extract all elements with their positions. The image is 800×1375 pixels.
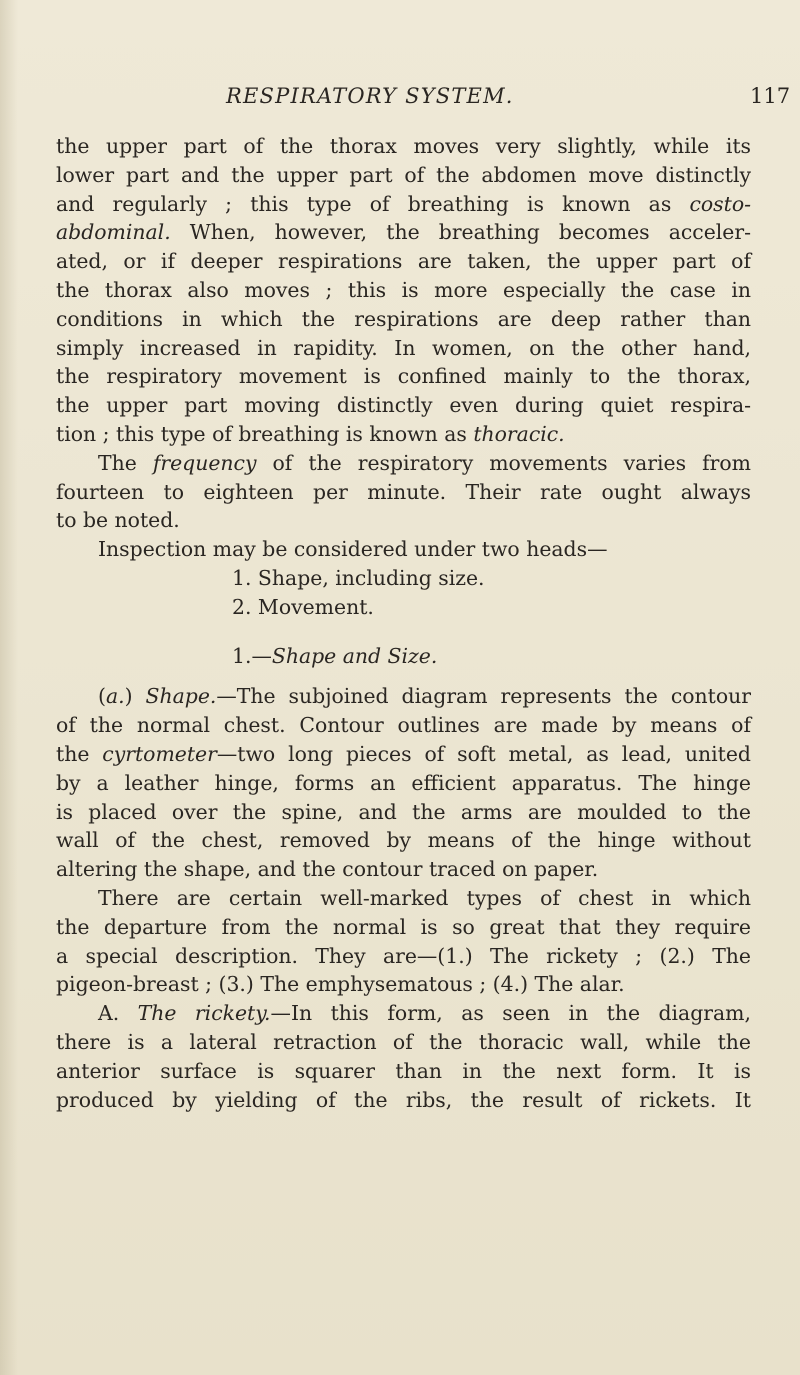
text-line: there is a lateral retraction of the thoracic wall, while the (56, 1029, 751, 1054)
text-line: is placed over the spine, and the arms are moulded to the (56, 799, 751, 824)
text-line: by a leather hinge, forms an efficient apparatus. The hinge (56, 770, 751, 795)
text-line: There are certain well-marked types of chest in which (98, 885, 751, 910)
text-line: abdominal. When, however, the breathing becomes acceler- (56, 220, 751, 245)
list-item: 1. Shape, including size. (232, 565, 485, 590)
text-line: to be noted. (56, 508, 180, 533)
list-item: 2. Movement. (232, 594, 374, 619)
text-line: simply increased in rapidity. In women, on the other hand, (56, 335, 751, 360)
text-line: the departure from the normal is so great that they require (56, 914, 751, 939)
text-line: lower part and the upper part of the abdomen move distinctly (56, 162, 751, 187)
text-line: wall of the chest, removed by means of the hinge without (56, 828, 751, 853)
text-line: Inspection may be considered under two heads— (98, 537, 608, 562)
text-line: anterior surface is squarer than in the next form. It is (56, 1058, 751, 1083)
term-costo-abdominal: costo- (689, 191, 751, 216)
section-heading: 1.—Shape and Size. (232, 643, 438, 668)
term-cyrtometer: cyrtometer (102, 741, 217, 766)
text-line: a special description. They are—(1.) The rickety ; (2.) The (56, 943, 751, 968)
page-number: 117 (750, 84, 791, 108)
running-head: RESPIRATORY SYSTEM. (226, 84, 514, 108)
text-line: conditions in which the respirations are deep rather than (56, 306, 751, 331)
text-line: the cyrtometer—two long pieces of soft metal, as lead, united (56, 741, 751, 766)
text-line: the respiratory movement is confined mainly to the thorax, (56, 364, 751, 389)
text-line: and regularly ; this type of breathing is known as costo- (56, 191, 751, 216)
text-line: altering the shape, and the contour traced on paper. (56, 857, 599, 882)
term-shape: Shape. (145, 684, 217, 709)
text-line: of the normal chest. Contour outlines are made by means of (56, 713, 751, 738)
text-line: The frequency of the respiratory movements varies from (98, 450, 751, 475)
text-line: tion ; this type of breathing is known as thoracic. (56, 421, 565, 446)
text-line: ated, or if deeper respirations are taken, the upper part of (56, 249, 751, 274)
text-line: A. The rickety.—In this form, as seen in the diagram, (98, 1001, 751, 1026)
text-line: (a.) Shape.—The subjoined diagram represents the contour (98, 684, 751, 709)
text-line: pigeon-breast ; (3.) The emphysematous ; (4.) The alar. (56, 972, 625, 997)
text-line: produced by yielding of the ribs, the result of rickets. It (56, 1087, 751, 1112)
term-thoracic: thoracic. (473, 421, 565, 446)
term-frequency: frequency (152, 450, 257, 475)
text-line: the upper part of the thorax moves very slightly, while its (56, 134, 751, 158)
term-rickety: The rickety. (137, 1001, 271, 1026)
text-line: the thorax also moves ; this is more especially the case in (56, 277, 751, 302)
term-abdominal: abdominal. (56, 220, 171, 245)
page-edge-shadow (0, 0, 18, 1375)
text-line: fourteen to eighteen per minute. Their rate ought always (56, 479, 751, 504)
text-line: the upper part moving distinctly even during quiet respira- (56, 393, 751, 418)
body-text (56, 132, 751, 1114)
page-header (0, 84, 800, 114)
